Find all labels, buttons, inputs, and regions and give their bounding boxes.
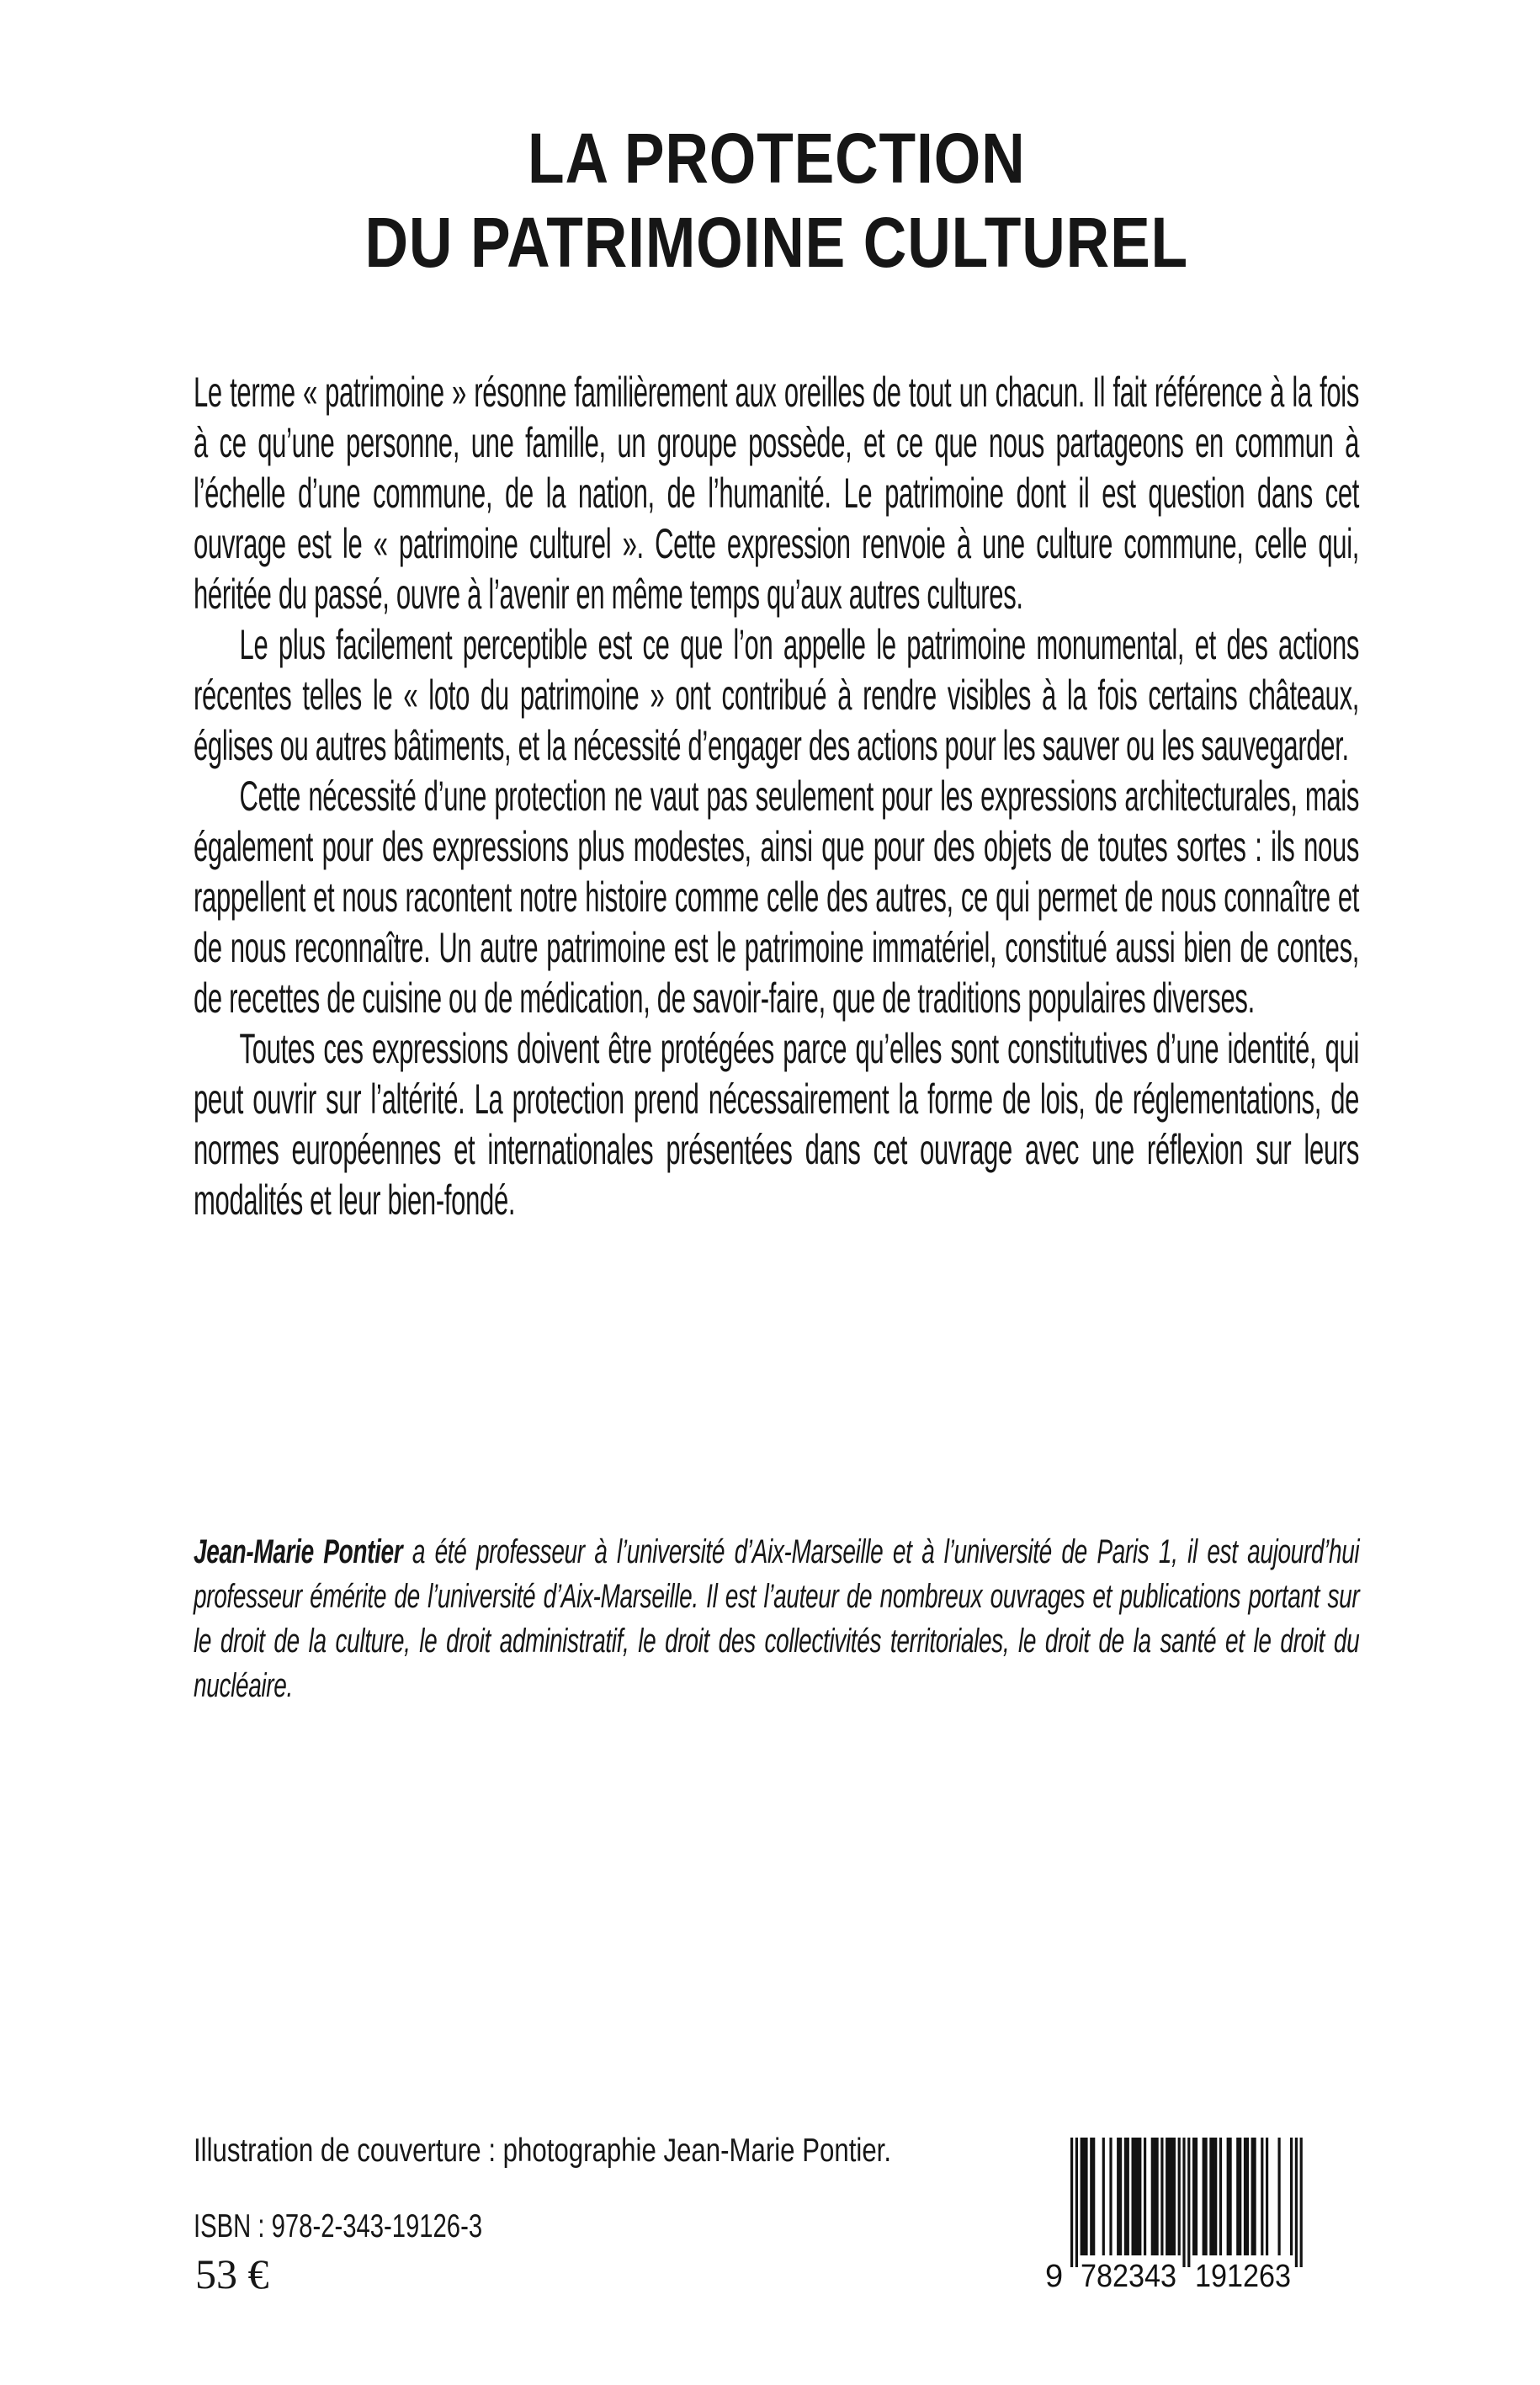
barcode (1043, 2133, 1330, 2292)
price: 53 € (195, 2250, 269, 2297)
author-name: Jean-Marie Pontier (194, 1533, 412, 1570)
svg-text:9: 9 (1045, 2259, 1064, 2292)
page-title (194, 116, 1360, 284)
svg-text:782343: 782343 (1081, 2259, 1176, 2292)
svg-text:191263: 191263 (1195, 2259, 1291, 2292)
paragraph-2: Le plus facilement perceptible est ce que l’on appelle le patrimoine monumental, et des actions récentes telles le « loto du patrimoine » ont contribué à rendre visibles à la fois certains châteaux, églises ou autres bâtiments, et la nécessité d’engager des actions pour les sauver ou les sauvegarder. (194, 621, 1360, 769)
isbn-text: ISBN : 978-2-343-19126-3 (194, 2208, 483, 2244)
paragraph-3: Cette nécessité d’une protection ne vaut pas seulement pour les expressions architecturales, mais également pour des expressions plus modestes, ainsi que pour des objets de toutes sortes : ils nous rappellent et nous racontent notre histoire comme celle des autres, ce qui permet de nous connaître et de nous reconnaître. Un autre patrimoine est le patrimoine immatériel, constitué aussi bien de contes, de recettes de cuisine ou de médication, de savoir-faire, que de traditions populaires diverses. (194, 773, 1360, 1022)
author-bio-paragraph (194, 1530, 1359, 1708)
paragraph-4: Toutes ces expressions doivent être protégées parce qu’elles sont constitutives d’une identité, qui peut ouvrir sur l’altérité. La protection prend nécessairement la forme de lois, de réglementations, de normes européennes et internationales présentées dans cet ouvrage avec une réflexion sur leurs modalités et leur bien-fondé. (194, 1025, 1360, 1224)
author-bio (194, 1530, 1359, 1708)
title-line-1: LA PROTECTION (528, 119, 1026, 198)
back-cover-text (194, 367, 1359, 1225)
title-line-2: DU PATRIMOINE CULTUREL (364, 203, 1189, 282)
paragraph-1: Le terme « patrimoine » résonne familièrement aux oreilles de tout un chacun. Il fait référence à la fois à ce qu’une personne, une famille, un groupe possède, et ce que nous partageons en commun à l’échelle d’une commune, de la nation, de l’humanité. Le patrimoine dont il est question dans cet ouvrage est le « patrimoine culturel ». Cette expression renvoie à une culture commune, celle qui, héritée du passé, ouvre à l’avenir en même temps qu’aux autres cultures. (194, 369, 1360, 618)
cover-credit: Illustration de couverture : photographie Jean-Marie Pontier. (194, 2133, 892, 2169)
author-bio-text: a été professeur à l’université d’Aix-Marseille et à l’université de Paris 1, il est aujourd’hui professeur émérite de l’université d’Aix-Marseille. Il est l’auteur de nombreux ouvrages et publications portant sur le droit de la culture, le droit administratif, le droit des collectivités territoriales, le droit de la santé et le droit du nucléaire. (194, 1533, 1360, 1704)
ean13-barcode-graphic (1043, 2133, 1330, 2292)
